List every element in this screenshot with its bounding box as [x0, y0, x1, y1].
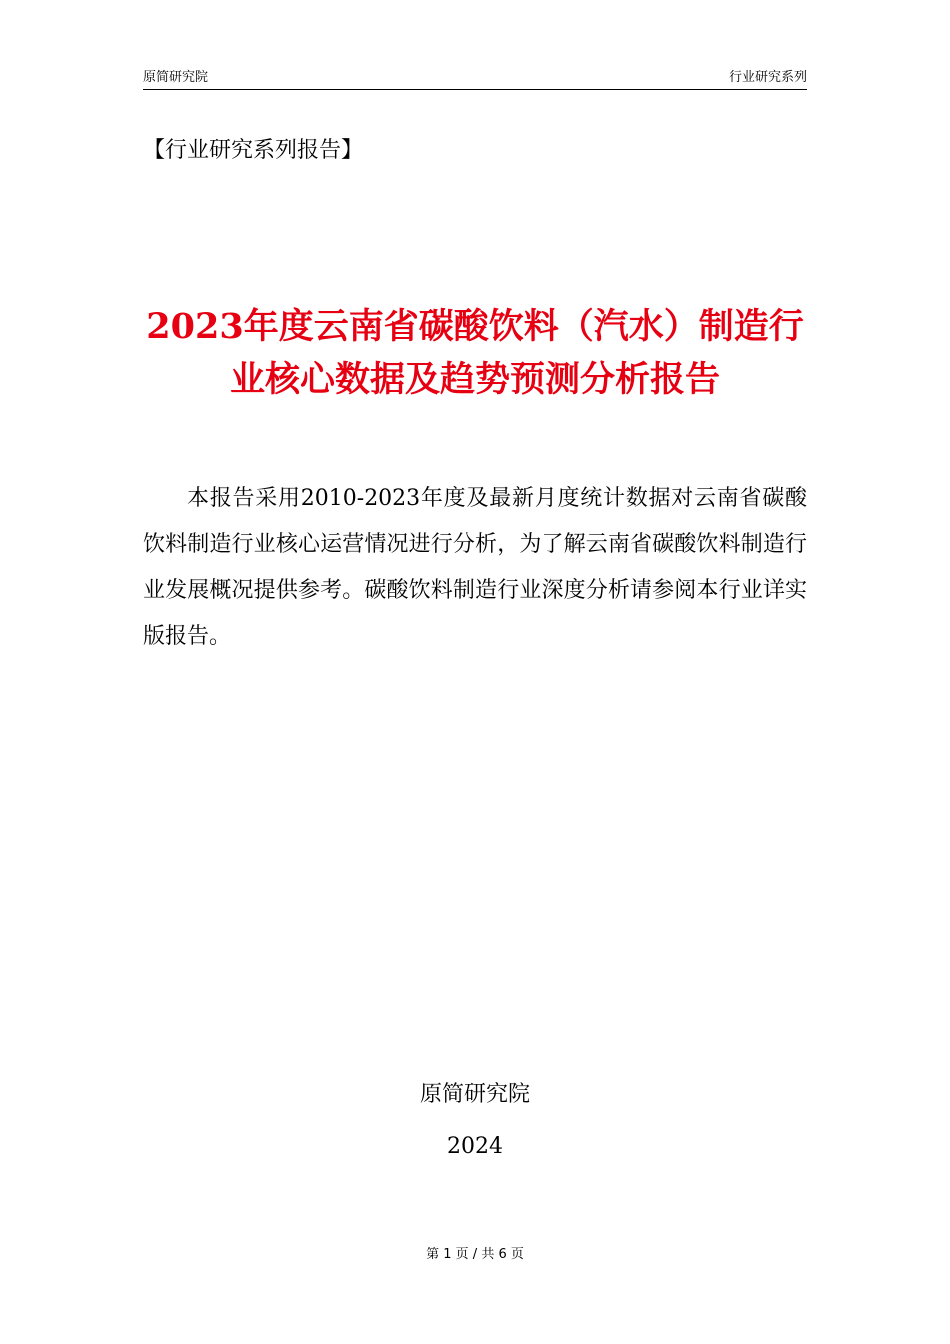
- series-tag: 【行业研究系列报告】: [143, 138, 364, 163]
- report-title: 2023年度云南省碳酸饮料（汽水）制造行业核心数据及趋势预测分析报告: [146, 306, 804, 400]
- publisher-name: 原简研究院: [419, 1082, 530, 1107]
- header-publisher: 原简研究院: [143, 70, 209, 85]
- page-number: 第 1 页 / 共 6 页: [426, 1247, 524, 1262]
- publication-year: 2024: [447, 1134, 503, 1159]
- header-divider: [143, 89, 807, 90]
- header-series: 行业研究系列: [728, 70, 807, 85]
- report-abstract: 本报告采用2010-2023年度及最新月度统计数据对云南省碳酸饮料制造行业核心运营情况进行分析，为了解云南省碳酸饮料制造行业发展概况提供参考。碳酸饮料制造行业深度分析请参阅本行业详实版报告。: [143, 486, 807, 649]
